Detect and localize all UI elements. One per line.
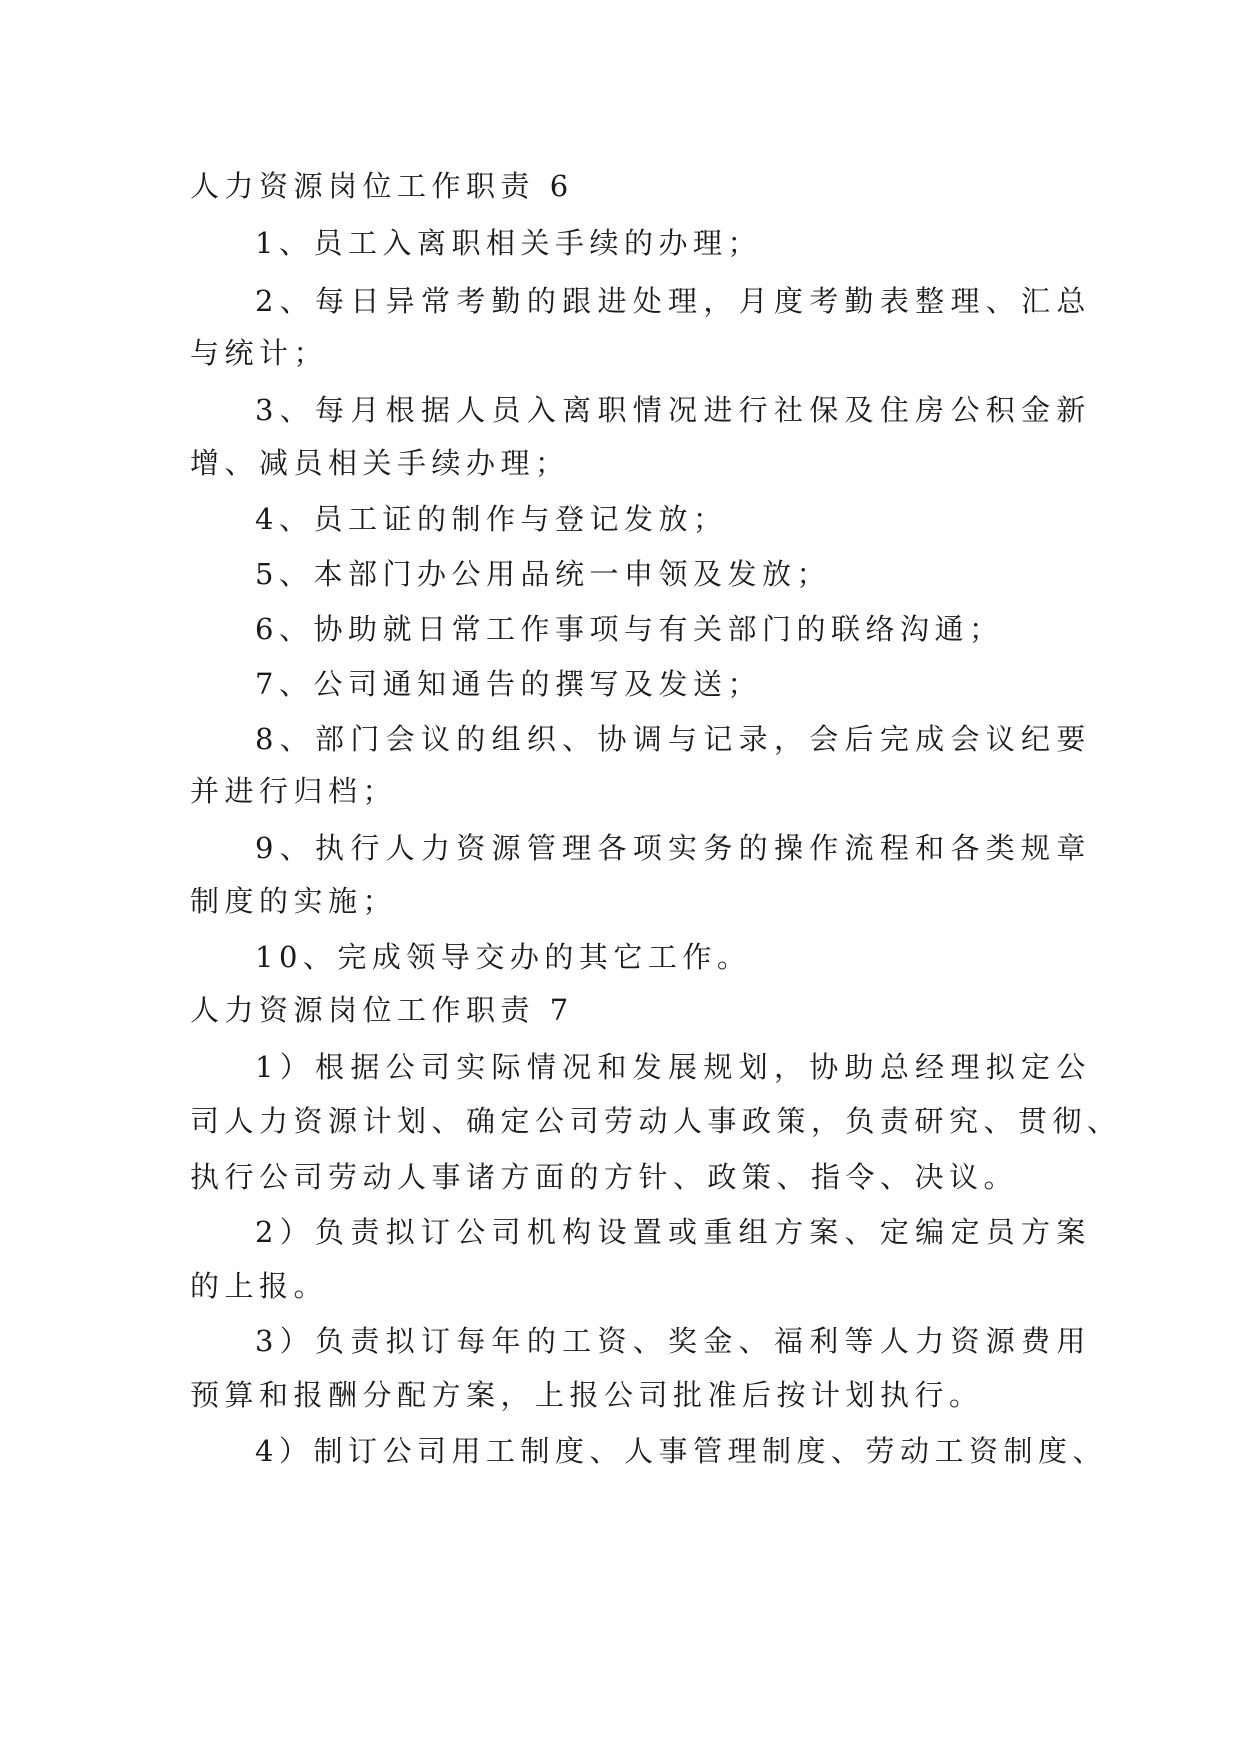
section-heading: 人力资源岗位工作职责 7 [190,993,574,1027]
list-item-continuation: 预算和报酬分配方案，上报公司批准后按计划执行。 [190,1378,984,1412]
list-item-continuation: 制度的实施； [190,884,398,918]
list-item: 1）根据公司实际情况和发展规划，协助总经理拟定公 [255,1050,1092,1084]
list-item-continuation: 执行公司劳动人事诸方面的方针、政策、指令、决议。 [190,1160,1019,1194]
list-item: 6、协助就日常工作事项与有关部门的联络沟通； [255,612,1004,646]
list-item: 4、员工证的制作与登记发放； [255,502,728,536]
list-item-continuation: 司人力资源计划、确定公司劳动人事政策，负责研究、贯彻、 [190,1104,1122,1138]
list-item-continuation: 与统计； [190,336,329,370]
list-item-continuation: 增、减员相关手续办理； [190,446,570,480]
list-item: 4）制订公司用工制度、人事管理制度、劳动工资制度、 [255,1434,1107,1468]
list-item: 9、执行人力资源管理各项实务的操作流程和各类规章 [255,831,1092,865]
list-item-continuation: 并进行归档； [190,774,398,808]
list-item: 10、完成领导交办的其它工作。 [255,940,752,974]
list-item-continuation: 的上报。 [190,1269,329,1303]
list-item: 1、员工入离职相关手续的办理； [255,226,762,260]
list-item: 8、部门会议的组织、协调与记录，会后完成会议纪要 [255,722,1092,756]
list-item: 2）负责拟订公司机构设置或重组方案、定编定员方案 [255,1215,1092,1249]
list-item: 2、每日异常考勤的跟进处理，月度考勤表整理、汇总 [255,284,1092,318]
list-item: 3）负责拟订每年的工资、奖金、福利等人力资源费用 [255,1324,1092,1358]
list-item: 5、本部门办公用品统一申领及发放； [255,557,831,591]
list-item: 7、公司通知通告的撰写及发送； [255,667,762,701]
section-heading: 人力资源岗位工作职责 6 [190,169,574,203]
list-item: 3、每月根据人员入离职情况进行社保及住房公积金新 [255,393,1092,427]
